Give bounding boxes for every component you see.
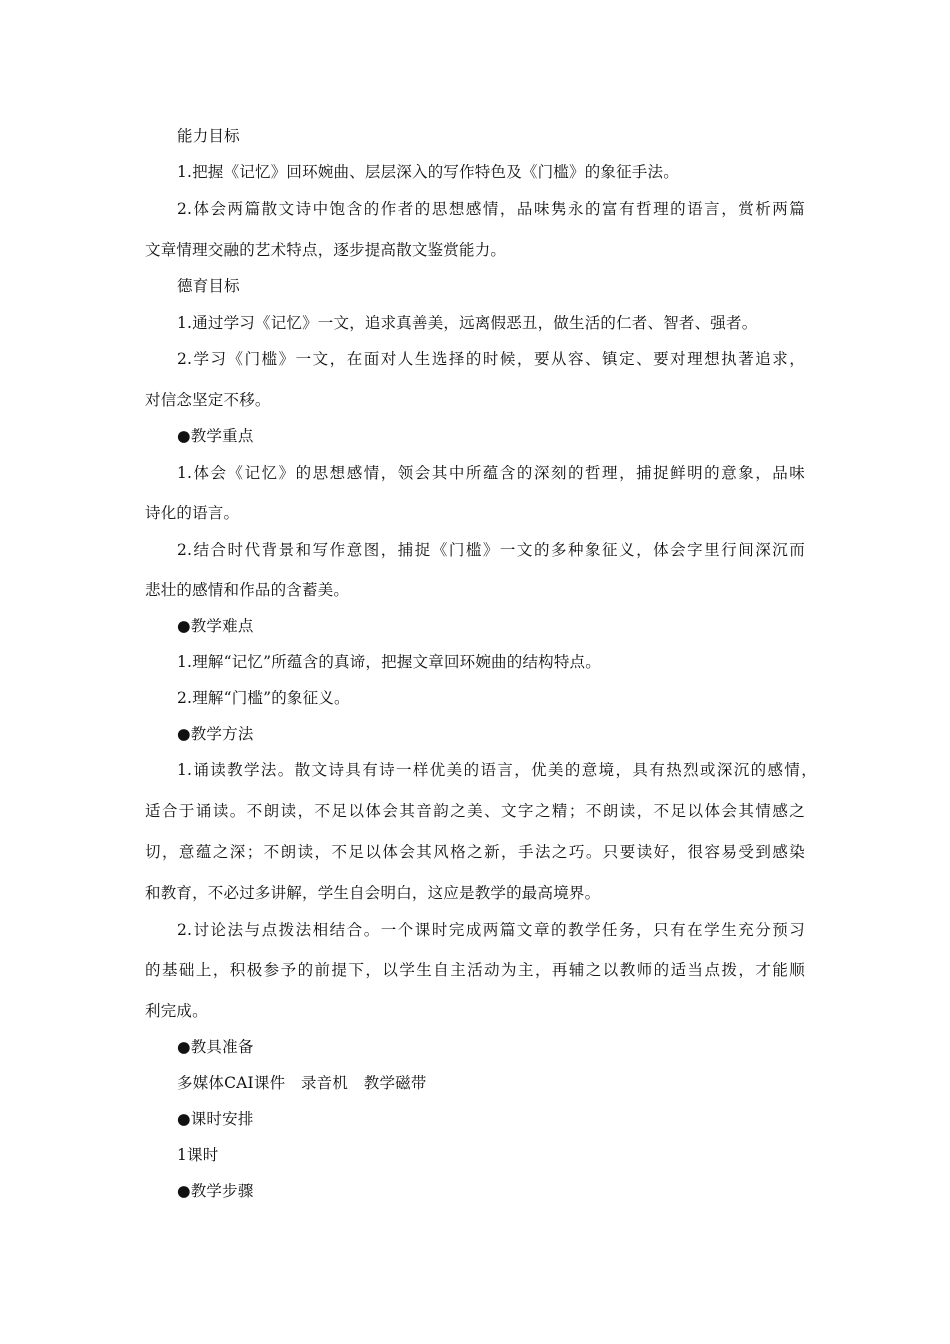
key-points-heading: ●教学重点 bbox=[177, 427, 254, 445]
methods-item-1-line-2: 适合于诵读。不朗读，不足以体会其音韵之美、文字之精；不朗读，不足以体会其情感之 bbox=[145, 802, 805, 820]
methods-item-2-line-2: 的基础上，积极参予的前提下，以学生自主活动为主，再辅之以教师的适当点拨，才能顺 bbox=[145, 961, 805, 979]
tools-heading: ●教具准备 bbox=[177, 1038, 254, 1056]
difficult-points-heading: ●教学难点 bbox=[177, 617, 254, 635]
difficult-points-item-1: 1.理解“记忆”所蕴含的真谛，把握文章回环婉曲的结构特点。 bbox=[177, 653, 601, 671]
schedule-content: 1课时 bbox=[177, 1146, 219, 1164]
schedule-heading: ●课时安排 bbox=[177, 1110, 254, 1128]
methods-heading: ●教学方法 bbox=[177, 725, 254, 743]
ability-goal-heading: 能力目标 bbox=[177, 127, 240, 145]
ability-goal-item-2-line-1: 2.体会两篇散文诗中饱含的作者的思想感情，品味隽永的富有哲理的语言，赏析两篇 bbox=[177, 200, 805, 218]
moral-goal-item-2-line-1: 2.学习《门槛》一文，在面对人生选择的时候，要从容、镇定、要对理想执著追求， bbox=[177, 350, 805, 368]
methods-item-1-line-3: 切，意蕴之深；不朗读，不足以体会其风格之新，手法之巧。只要读好，很容易受到感染 bbox=[145, 843, 805, 861]
difficult-points-item-2: 2.理解“门槛”的象征义。 bbox=[177, 689, 350, 707]
ability-goal-item-2-line-2: 文章情理交融的艺术特点，逐步提高散文鉴赏能力。 bbox=[145, 241, 507, 259]
methods-item-2-line-1: 2.讨论法与点拨法相结合。一个课时完成两篇文章的教学任务，只有在学生充分预习 bbox=[177, 921, 805, 939]
key-points-item-2-line-1: 2.结合时代背景和写作意图，捕捉《门槛》一文的多种象征义，体会字里行间深沉而 bbox=[177, 541, 805, 559]
moral-goal-item-2-line-2: 对信念坚定不移。 bbox=[145, 391, 271, 409]
methods-item-1-line-1: 1.诵读教学法。散文诗具有诗一样优美的语言，优美的意境，具有热烈或深沉的感情， bbox=[177, 761, 817, 779]
key-points-item-1-line-2: 诗化的语言。 bbox=[145, 504, 240, 522]
key-points-item-2-line-2: 悲壮的感情和作品的含蓄美。 bbox=[145, 581, 350, 599]
tools-content: 多媒体CAI课件 录音机 教学磁带 bbox=[177, 1074, 427, 1092]
key-points-item-1-line-1: 1.体会《记忆》的思想感情，领会其中所蕴含的深刻的哲理，捕捉鲜明的意象，品味 bbox=[177, 464, 805, 482]
moral-goal-heading: 德育目标 bbox=[177, 277, 240, 295]
methods-item-1-line-4: 和教育，不必过多讲解，学生自会明白，这应是教学的最高境界。 bbox=[145, 884, 601, 902]
steps-heading: ●教学步骤 bbox=[177, 1182, 254, 1200]
ability-goal-item-1: 1.把握《记忆》回环婉曲、层层深入的写作特色及《门槛》的象征手法。 bbox=[177, 163, 679, 181]
methods-item-2-line-3: 利完成。 bbox=[145, 1002, 208, 1020]
moral-goal-item-1: 1.通过学习《记忆》一文，追求真善美，远离假恶丑，做生活的仁者、智者、强者。 bbox=[177, 314, 758, 332]
